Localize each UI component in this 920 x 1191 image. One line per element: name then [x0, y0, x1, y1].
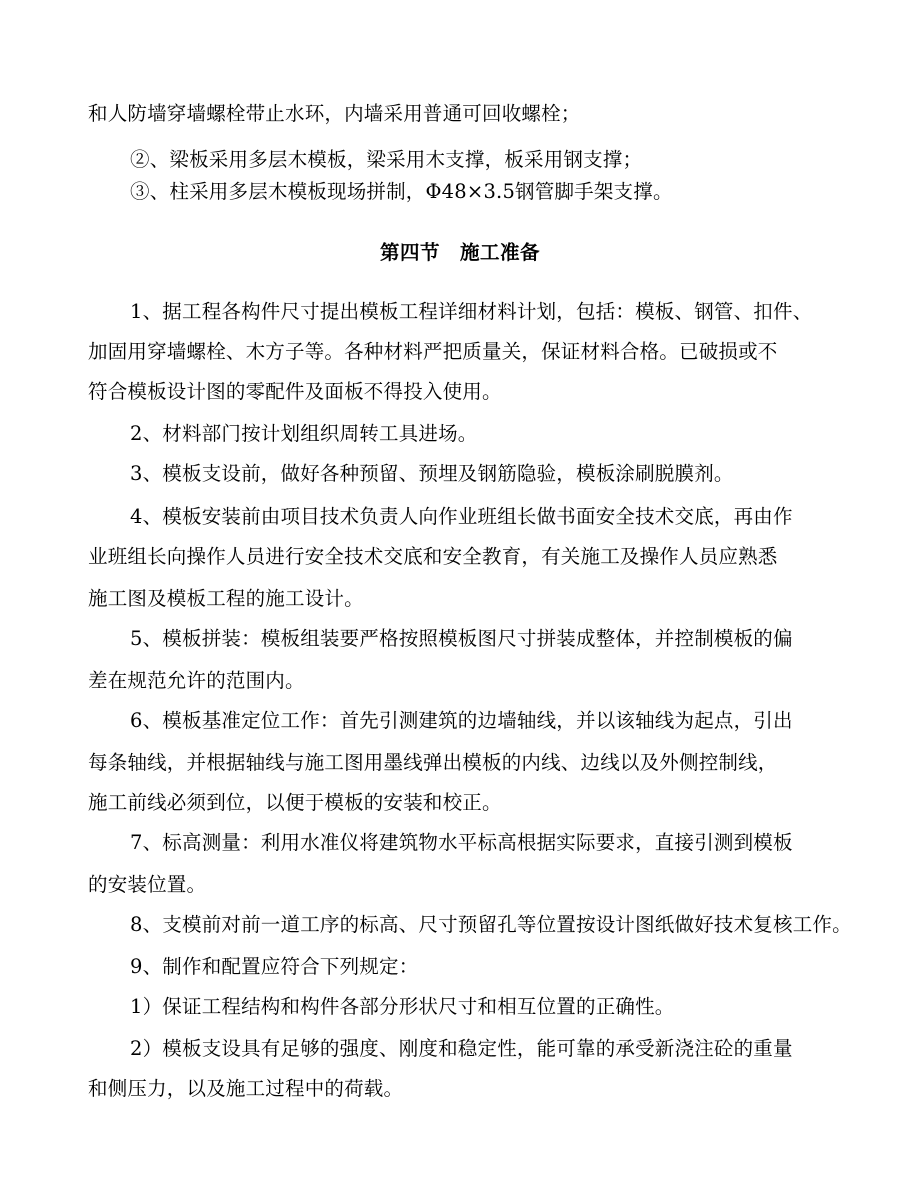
- para-2-line-1: 2、材料部门按计划组织周转工具进场。: [130, 422, 478, 445]
- subpara-2-line-2: 和侧压力，以及施工过程中的荷载。: [88, 1077, 404, 1100]
- para-9-line-1: 9、制作和配置应符合下列规定：: [130, 955, 419, 978]
- intro-item-3: ③、柱采用多层木模板现场拼制，Φ48×3.5钢管脚手架支撑。: [130, 180, 673, 203]
- para-4-line-3: 施工图及模板工程的施工设计。: [88, 587, 364, 610]
- para-4-line-2: 业班组长向操作人员进行安全技术交底和安全教育，有关施工及操作人员应熟悉: [88, 545, 778, 568]
- para-5-line-2: 差在规范允许的范围内。: [88, 669, 305, 692]
- subpara-1-line-1: 1）保证工程结构和构件各部分形状尺寸和相互位置的正确性。: [130, 995, 675, 1018]
- para-6-line-3: 施工前线必须到位，以便于模板的安装和校正。: [88, 791, 502, 814]
- para-5-line-1: 5、模板拼装：模板组装要严格按照模板图尺寸拼装成整体，并控制模板的偏: [130, 627, 793, 650]
- subpara-2-line-1: 2）模板支设具有足够的强度、刚度和稳定性，能可靠的承受新浇注砼的重量: [130, 1037, 793, 1060]
- para-7-line-1: 7、标高测量：利用水准仪将建筑物水平标高根据实际要求，直接引测到模板: [130, 831, 793, 854]
- intro-line-1: 和人防墙穿墙螺栓带止水环，内墙采用普通可回收螺栓；: [88, 102, 581, 125]
- para-7-line-2: 的安装位置。: [88, 873, 207, 896]
- para-1-line-3: 符合模板设计图的零配件及面板不得投入使用。: [88, 380, 502, 403]
- para-4-line-1: 4、模板安装前由项目技术负责人向作业班组长做书面安全技术交底，再由作: [130, 505, 793, 528]
- para-6-line-1: 6、模板基准定位工作：首先引测建筑的边墙轴线，并以该轴线为起点，引出: [130, 709, 793, 732]
- para-3-line-1: 3、模板支设前，做好各种预留、预埋及钢筋隐验，模板涂刷脱膜剂。: [130, 462, 734, 485]
- para-8-line-1: 8、支模前对前一道工序的标高、尺寸预留孔等位置按设计图纸做好技术复核工作。: [130, 913, 852, 936]
- para-1-line-1: 1、据工程各构件尺寸提出模板工程详细材料计划，包括：模板、钢管、扣件、: [130, 300, 813, 323]
- intro-item-2: ②、梁板采用多层木模板，梁采用木支撑，板采用钢支撑；: [130, 148, 643, 171]
- para-1-line-2: 加固用穿墙螺栓、木方子等。各种材料严把质量关，保证材料合格。已破损或不: [88, 340, 778, 363]
- section-title: 第四节 施工准备: [379, 241, 540, 264]
- para-6-line-2: 每条轴线，并根据轴线与施工图用墨线弹出模板的内线、边线以及外侧控制线，: [88, 751, 778, 774]
